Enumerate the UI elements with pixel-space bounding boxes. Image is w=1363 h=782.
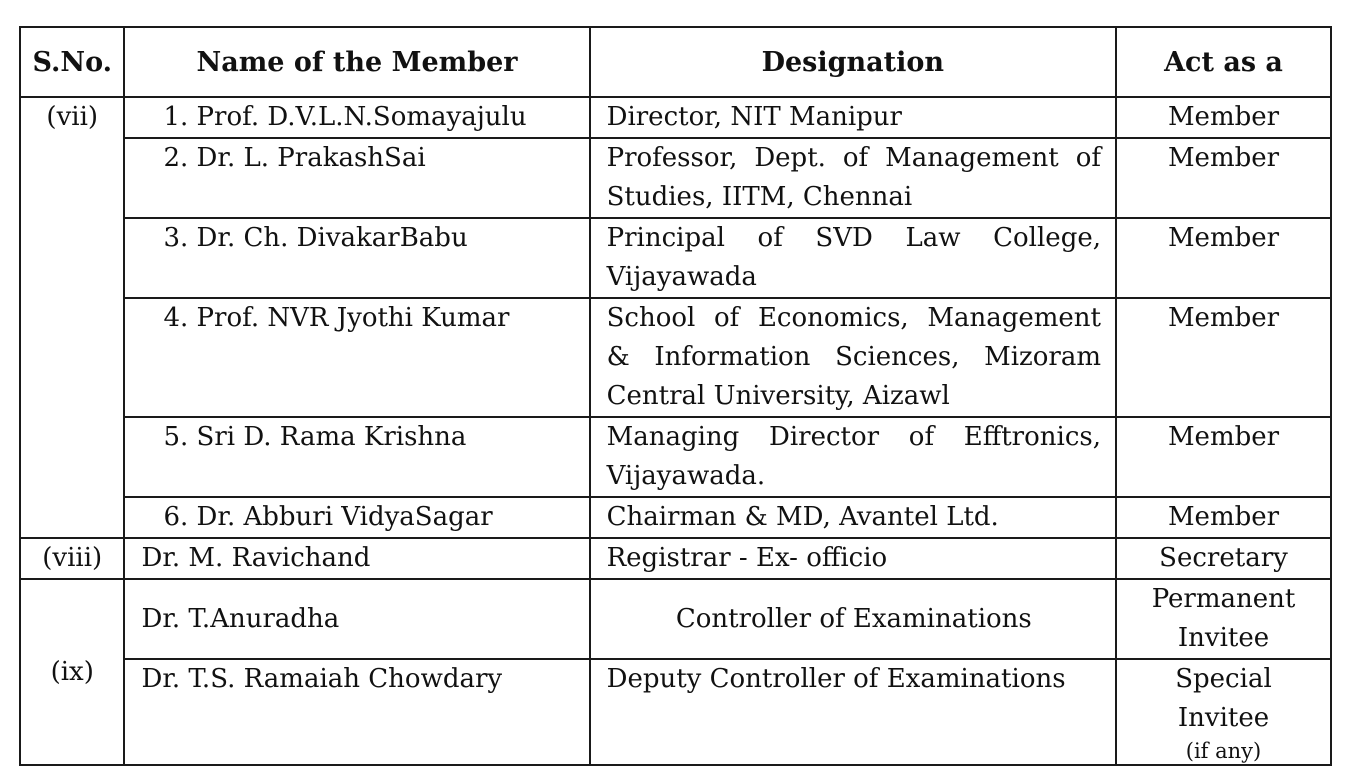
member-role: Member <box>1116 417 1331 497</box>
member-designation: Controller of Examinations <box>590 579 1116 659</box>
member-name: 4. Prof. NVR Jyothi Kumar <box>124 298 589 417</box>
member-name: Dr. M. Ravichand <box>124 538 589 579</box>
table-row <box>20 298 1331 417</box>
member-name: 6. Dr. Abburi VidyaSagar <box>124 497 589 538</box>
member-designation: School of Economics, Management & Information Sciences, Mizoram Central University, Aizawl <box>590 298 1116 417</box>
member-designation: Professor, Dept. of Management of Studies, IITM, Chennai <box>590 138 1116 218</box>
table-row <box>20 538 1331 579</box>
role-line: Invitee <box>1177 703 1270 733</box>
header-name: Name of the Member <box>124 27 589 97</box>
header-row <box>20 27 1331 97</box>
role-line: (if any) <box>1185 739 1262 763</box>
table-row <box>20 138 1331 218</box>
member-name: 3. Dr. Ch. DivakarBabu <box>124 218 589 298</box>
table-row <box>20 97 1331 138</box>
member-role: Secretary <box>1116 538 1331 579</box>
header-role: Act as a <box>1116 27 1331 97</box>
member-role: Member <box>1116 497 1331 538</box>
table-row <box>20 497 1331 538</box>
member-designation: Principal of SVD Law College, Vijayawada <box>590 218 1116 298</box>
members-table <box>19 26 1332 766</box>
member-role: Member <box>1116 97 1331 138</box>
table-row <box>20 218 1331 298</box>
member-name: Dr. T.Anuradha <box>124 579 589 659</box>
member-role: Member <box>1116 138 1331 218</box>
role-line: Special <box>1175 664 1272 694</box>
role-line: Invitee <box>1177 623 1270 653</box>
member-designation: Registrar - Ex- officio <box>590 538 1116 579</box>
member-role: Member <box>1116 298 1331 417</box>
sno-cell-vii: (vii) <box>20 97 124 538</box>
table-row <box>20 417 1331 497</box>
member-designation: Deputy Controller of Examinations <box>590 659 1116 765</box>
member-role <box>1116 579 1331 659</box>
header-designation: Designation <box>590 27 1116 97</box>
member-designation: Director, NIT Manipur <box>590 97 1116 138</box>
member-name: 2. Dr. L. PrakashSai <box>124 138 589 218</box>
member-designation: Chairman & MD, Avantel Ltd. <box>590 497 1116 538</box>
sno-cell-viii: (viii) <box>20 538 124 579</box>
table-row <box>20 659 1331 765</box>
member-role <box>1116 659 1331 765</box>
member-name: 1. Prof. D.V.L.N.Somayajulu <box>124 97 589 138</box>
member-name: 5. Sri D. Rama Krishna <box>124 417 589 497</box>
sno-cell-ix: (ix) <box>20 579 124 765</box>
member-name: Dr. T.S. Ramaiah Chowdary <box>124 659 589 765</box>
member-designation: Managing Director of Efftronics, Vijayawada. <box>590 417 1116 497</box>
role-line: Permanent <box>1151 584 1296 614</box>
header-sno: S.No. <box>20 27 124 97</box>
member-role: Member <box>1116 218 1331 298</box>
table-row <box>20 579 1331 659</box>
